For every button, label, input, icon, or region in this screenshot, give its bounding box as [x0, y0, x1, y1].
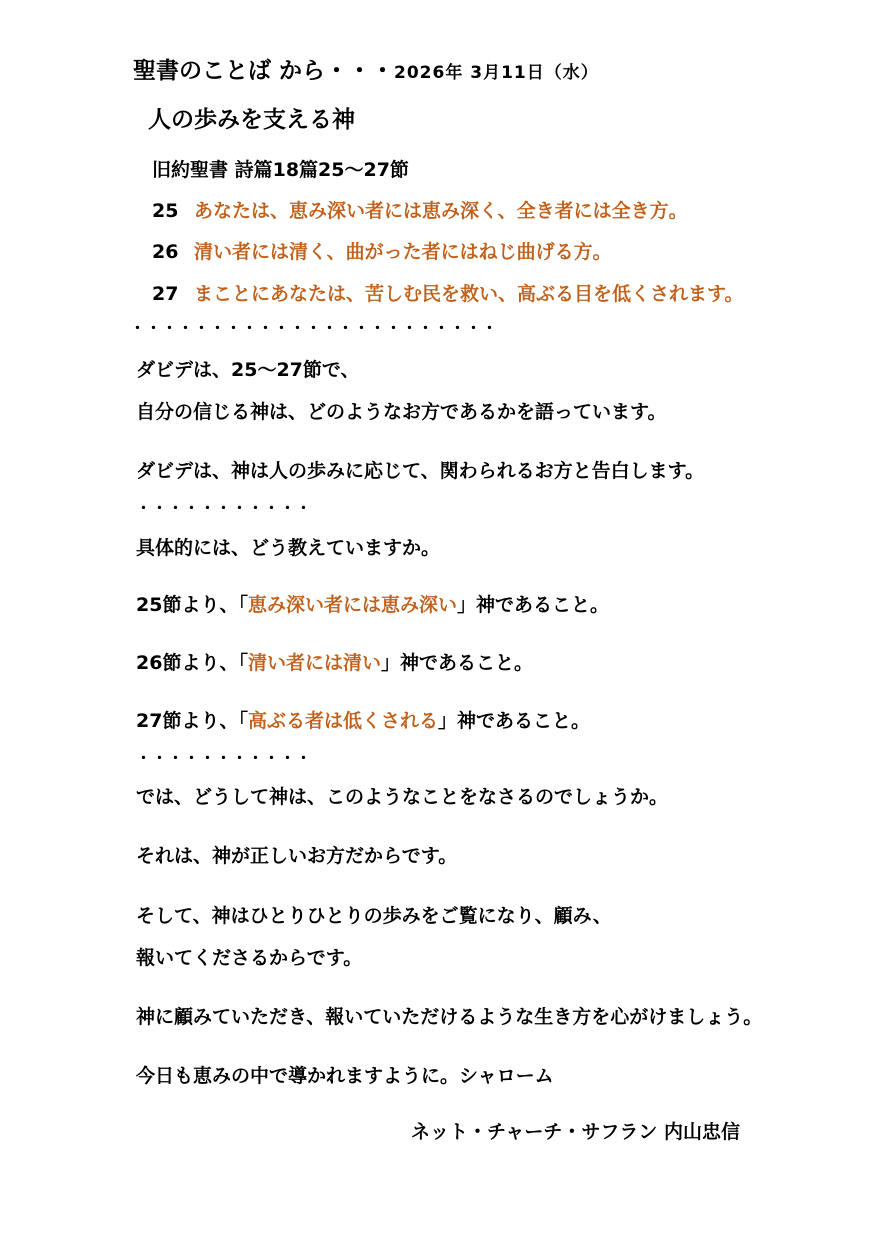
- scripture-reference: 旧約聖書 詩篇18篇25～27節: [152, 159, 409, 181]
- paragraph-highlight: [136, 651, 533, 675]
- text-segment: 」神であること。: [456, 594, 609, 616]
- paragraph: そして、神はひとりひとりの歩みをご覧になり、顧み、: [136, 905, 612, 927]
- verse-26: [152, 240, 612, 264]
- paragraph: 自分の信じる神は、どのようなお方であるかを語っています。: [136, 401, 667, 423]
- text-segment: 26節より、「: [136, 652, 248, 674]
- highlight-text: 恵み深い者には恵み深い: [247, 594, 457, 616]
- paragraph: ダビデは、神は人の歩みに応じて、関わられるお方と告白します。: [136, 460, 705, 482]
- verse-number: 25: [152, 200, 179, 222]
- verse-25: [152, 199, 688, 223]
- sermon-subtitle: 人の歩みを支える神: [148, 107, 355, 133]
- verse-number: 26: [152, 241, 179, 263]
- text-segment: 」神であること。: [380, 652, 533, 674]
- text-segment: 27節より、「: [136, 710, 248, 732]
- verse-text: 清い者には清く、曲がった者にはねじ曲げる方。: [194, 241, 612, 263]
- title-text: 聖書のことば から・・・: [133, 58, 395, 84]
- verse-text: まことにあなたは、苦しむ民を救い、高ぶる目を低くされます。: [194, 283, 744, 305]
- paragraph: ダビデは、25～27節で、: [136, 359, 360, 381]
- highlight-text: 高ぶる者は低くされる: [247, 710, 438, 732]
- verse-number: 27: [152, 283, 179, 305]
- signature: ネット・チャーチ・サフラン 内山忠信: [411, 1121, 741, 1143]
- paragraph-highlight: [136, 709, 590, 733]
- paragraph: 今日も恵みの中で導かれますように。シャローム: [136, 1065, 554, 1087]
- text-segment: 25節より、「: [136, 594, 248, 616]
- page-title: [133, 56, 599, 88]
- divider-short: ・・・・・・・・・・・: [136, 749, 313, 767]
- date-text: 2026年 3月11日（水）: [394, 63, 599, 83]
- paragraph: 神に顧みていただき、報いていただけるような生き方を心がけましょう。: [136, 1006, 763, 1028]
- paragraph: それは、神が正しいお方だからです。: [136, 845, 458, 867]
- highlight-text: 清い者には清い: [247, 652, 381, 674]
- paragraph-highlight: [136, 593, 609, 617]
- paragraph: 報いてくださるからです。: [136, 947, 363, 969]
- verse-27: [152, 282, 743, 306]
- text-segment: 」神であること。: [437, 710, 590, 732]
- verse-text: あなたは、恵み深い者には恵み深く、全き者には全き方。: [194, 200, 688, 222]
- paragraph: では、どうして神は、このようなことをなさるのでしょうか。: [136, 786, 669, 808]
- divider-long: ・・・・・・・・・・・・・・・・・・・・・・・: [130, 319, 499, 337]
- divider-short: ・・・・・・・・・・・: [136, 499, 313, 517]
- paragraph: 具体的には、どう教えていますか。: [136, 537, 441, 559]
